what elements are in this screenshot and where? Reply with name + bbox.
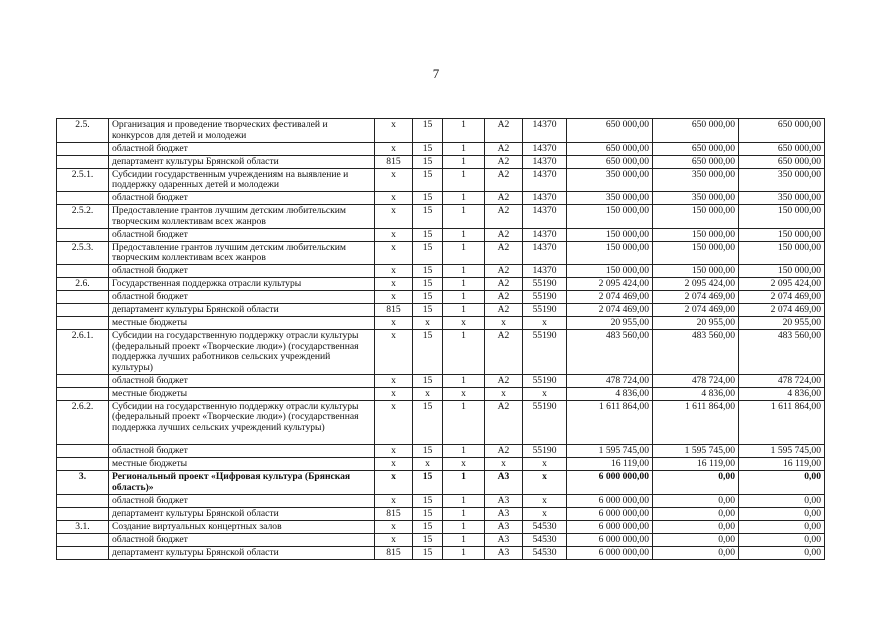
code-project: x [485, 458, 523, 471]
amount-year-3: 150 000,00 [739, 265, 825, 278]
amount-year-1: 150 000,00 [567, 265, 653, 278]
code-admin: x [375, 205, 413, 229]
row-number [57, 265, 109, 278]
amount-year-1: 2 074 469,00 [567, 304, 653, 317]
amount-year-1: 16 119,00 [567, 458, 653, 471]
row-number [57, 374, 109, 387]
row-name: местные бюджеты [109, 387, 375, 400]
code-direction: 55190 [523, 278, 567, 291]
page-number: 7 [432, 66, 440, 81]
amount-year-3: 350 000,00 [739, 192, 825, 205]
code-direction: 14370 [523, 265, 567, 278]
row-number [57, 507, 109, 520]
row-name: Создание виртуальных концертных залов [109, 520, 375, 533]
amount-year-1: 350 000,00 [567, 168, 653, 192]
code-project: А2 [485, 400, 523, 445]
table-row [57, 458, 825, 471]
code-direction: x [523, 507, 567, 520]
amount-year-3: 483 560,00 [739, 330, 825, 375]
code-subprogram: 1 [443, 507, 485, 520]
amount-year-3: 150 000,00 [739, 241, 825, 265]
code-admin: x [375, 458, 413, 471]
code-admin: x [375, 533, 413, 546]
code-program: 15 [413, 471, 443, 495]
row-number: 3.1. [57, 520, 109, 533]
code-project: А2 [485, 278, 523, 291]
amount-year-1: 650 000,00 [567, 155, 653, 168]
table-row [57, 168, 825, 192]
code-subprogram: 1 [443, 192, 485, 205]
code-admin: x [375, 119, 413, 143]
code-subprogram: 1 [443, 265, 485, 278]
code-direction: x [523, 494, 567, 507]
amount-year-3: 2 074 469,00 [739, 304, 825, 317]
code-direction: 54530 [523, 546, 567, 559]
code-subprogram: 1 [443, 241, 485, 265]
amount-year-2: 20 955,00 [653, 317, 739, 330]
row-number [57, 458, 109, 471]
code-subprogram: 1 [443, 494, 485, 507]
amount-year-2: 2 074 469,00 [653, 304, 739, 317]
code-direction: x [523, 458, 567, 471]
amount-year-2: 650 000,00 [653, 155, 739, 168]
code-subprogram: 1 [443, 330, 485, 375]
code-program: 15 [413, 155, 443, 168]
code-subprogram: 1 [443, 520, 485, 533]
row-name: областной бюджет [109, 142, 375, 155]
code-project: А3 [485, 533, 523, 546]
amount-year-1: 350 000,00 [567, 192, 653, 205]
code-admin: 815 [375, 155, 413, 168]
code-project: А2 [485, 168, 523, 192]
row-number: 2.5.1. [57, 168, 109, 192]
amount-year-1: 478 724,00 [567, 374, 653, 387]
table-row [57, 330, 825, 375]
amount-year-3: 150 000,00 [739, 205, 825, 229]
code-direction: 14370 [523, 228, 567, 241]
amount-year-3: 150 000,00 [739, 228, 825, 241]
row-name: департамент культуры Брянской области [109, 155, 375, 168]
table-row [57, 400, 825, 445]
code-project: x [485, 317, 523, 330]
amount-year-1: 150 000,00 [567, 228, 653, 241]
amount-year-1: 1 595 745,00 [567, 445, 653, 458]
code-admin: x [375, 471, 413, 495]
table-row [57, 155, 825, 168]
row-number [57, 445, 109, 458]
code-subprogram: 1 [443, 400, 485, 445]
code-admin: x [375, 317, 413, 330]
row-number: 3. [57, 471, 109, 495]
code-direction: 55190 [523, 400, 567, 445]
row-number [57, 533, 109, 546]
table-row [57, 278, 825, 291]
code-project: А2 [485, 374, 523, 387]
code-project: А2 [485, 205, 523, 229]
row-number [57, 192, 109, 205]
code-program: 15 [413, 546, 443, 559]
table-row [57, 317, 825, 330]
code-project: А2 [485, 142, 523, 155]
code-project: А3 [485, 507, 523, 520]
code-direction: 14370 [523, 241, 567, 265]
table-row [57, 119, 825, 143]
row-number [57, 494, 109, 507]
code-program: 15 [413, 228, 443, 241]
code-direction: 54530 [523, 520, 567, 533]
code-project: А3 [485, 546, 523, 559]
amount-year-3: 478 724,00 [739, 374, 825, 387]
code-program: 15 [413, 507, 443, 520]
code-subprogram: x [443, 387, 485, 400]
code-direction: 14370 [523, 119, 567, 143]
amount-year-2: 16 119,00 [653, 458, 739, 471]
amount-year-3: 2 095 424,00 [739, 278, 825, 291]
amount-year-3: 20 955,00 [739, 317, 825, 330]
code-admin: x [375, 387, 413, 400]
row-name: местные бюджеты [109, 317, 375, 330]
row-name: Предоставление грантов лучшим детским любительским творческим коллективам всех жанров [109, 205, 375, 229]
code-direction: x [523, 387, 567, 400]
code-direction: 14370 [523, 205, 567, 229]
code-program: 15 [413, 304, 443, 317]
row-name: областной бюджет [109, 265, 375, 278]
amount-year-2: 150 000,00 [653, 228, 739, 241]
code-project: А2 [485, 155, 523, 168]
amount-year-2: 650 000,00 [653, 142, 739, 155]
table-row [57, 241, 825, 265]
row-name: департамент культуры Брянской области [109, 507, 375, 520]
amount-year-2: 4 836,00 [653, 387, 739, 400]
code-subprogram: 1 [443, 278, 485, 291]
row-number [57, 155, 109, 168]
amount-year-3: 350 000,00 [739, 168, 825, 192]
code-program: 15 [413, 400, 443, 445]
code-subprogram: 1 [443, 228, 485, 241]
code-project: А2 [485, 119, 523, 143]
code-subprogram: 1 [443, 155, 485, 168]
table-row [57, 374, 825, 387]
code-program: 15 [413, 520, 443, 533]
amount-year-1: 650 000,00 [567, 142, 653, 155]
code-admin: 815 [375, 304, 413, 317]
code-project: А2 [485, 265, 523, 278]
row-name: местные бюджеты [109, 458, 375, 471]
code-subprogram: 1 [443, 119, 485, 143]
code-program: 15 [413, 205, 443, 229]
amount-year-3: 1 611 864,00 [739, 400, 825, 445]
code-project: А2 [485, 330, 523, 375]
row-number [57, 291, 109, 304]
code-admin: x [375, 291, 413, 304]
code-program: 15 [413, 278, 443, 291]
row-name: областной бюджет [109, 445, 375, 458]
code-program: 15 [413, 330, 443, 375]
code-direction: 55190 [523, 291, 567, 304]
table-row [57, 533, 825, 546]
code-subprogram: 1 [443, 142, 485, 155]
row-number [57, 387, 109, 400]
table-row [57, 192, 825, 205]
code-subprogram: 1 [443, 304, 485, 317]
row-name: областной бюджет [109, 192, 375, 205]
code-program: x [413, 387, 443, 400]
table-row [57, 304, 825, 317]
code-direction: 55190 [523, 374, 567, 387]
table-row [57, 445, 825, 458]
code-program: x [413, 458, 443, 471]
amount-year-2: 350 000,00 [653, 192, 739, 205]
amount-year-1: 150 000,00 [567, 205, 653, 229]
row-name: Региональный проект «Цифровая культура (Брянская область)» [109, 471, 375, 495]
row-number [57, 546, 109, 559]
amount-year-2: 150 000,00 [653, 265, 739, 278]
row-name: областной бюджет [109, 374, 375, 387]
amount-year-1: 6 000 000,00 [567, 520, 653, 533]
code-project: А2 [485, 304, 523, 317]
amount-year-3: 0,00 [739, 494, 825, 507]
code-direction: 55190 [523, 445, 567, 458]
amount-year-3: 650 000,00 [739, 142, 825, 155]
row-number: 2.5. [57, 119, 109, 143]
row-name: Субсидии на государственную поддержку отрасли культуры (федеральный проект «Творческие люди») (государственная поддержка лучших сельских учреждений культуры) [109, 400, 375, 445]
table-row [57, 520, 825, 533]
amount-year-2: 0,00 [653, 520, 739, 533]
row-name: департамент культуры Брянской области [109, 546, 375, 559]
row-name: Субсидии на государственную поддержку отрасли культуры (федеральный проект «Творческие люди») (государственная поддержка лучших работников сельских учреждений культуры) [109, 330, 375, 375]
code-subprogram: 1 [443, 546, 485, 559]
table-row [57, 291, 825, 304]
code-project: А3 [485, 520, 523, 533]
row-number: 2.5.3. [57, 241, 109, 265]
amount-year-2: 350 000,00 [653, 168, 739, 192]
code-project: А2 [485, 291, 523, 304]
code-program: 15 [413, 445, 443, 458]
amount-year-1: 4 836,00 [567, 387, 653, 400]
budget-table [56, 118, 825, 560]
code-program: 15 [413, 168, 443, 192]
code-project: А2 [485, 228, 523, 241]
code-admin: x [375, 142, 413, 155]
amount-year-3: 0,00 [739, 533, 825, 546]
amount-year-2: 2 095 424,00 [653, 278, 739, 291]
row-name: Субсидии государственным учреждениям на выявление и поддержку одаренных детей и молодежи [109, 168, 375, 192]
amount-year-2: 0,00 [653, 533, 739, 546]
amount-year-1: 20 955,00 [567, 317, 653, 330]
amount-year-1: 6 000 000,00 [567, 533, 653, 546]
code-direction: 55190 [523, 330, 567, 375]
amount-year-2: 483 560,00 [653, 330, 739, 375]
amount-year-3: 650 000,00 [739, 155, 825, 168]
table-row [57, 142, 825, 155]
code-direction: 14370 [523, 192, 567, 205]
code-program: 15 [413, 265, 443, 278]
amount-year-1: 2 074 469,00 [567, 291, 653, 304]
row-number: 2.6. [57, 278, 109, 291]
code-direction: 14370 [523, 155, 567, 168]
code-admin: x [375, 241, 413, 265]
row-name: областной бюджет [109, 533, 375, 546]
code-admin: x [375, 168, 413, 192]
code-direction: 54530 [523, 533, 567, 546]
code-program: 15 [413, 192, 443, 205]
code-project: А2 [485, 192, 523, 205]
amount-year-2: 0,00 [653, 494, 739, 507]
amount-year-3: 650 000,00 [739, 119, 825, 143]
row-number: 2.6.1. [57, 330, 109, 375]
amount-year-3: 2 074 469,00 [739, 291, 825, 304]
code-program: 15 [413, 291, 443, 304]
row-number [57, 228, 109, 241]
table-row [57, 546, 825, 559]
code-subprogram: 1 [443, 445, 485, 458]
code-program: 15 [413, 374, 443, 387]
table-row [57, 387, 825, 400]
amount-year-2: 478 724,00 [653, 374, 739, 387]
amount-year-1: 1 611 864,00 [567, 400, 653, 445]
code-subprogram: x [443, 458, 485, 471]
code-program: 15 [413, 119, 443, 143]
code-admin: x [375, 278, 413, 291]
amount-year-2: 1 611 864,00 [653, 400, 739, 445]
code-subprogram: 1 [443, 471, 485, 495]
code-admin: x [375, 265, 413, 278]
table-row [57, 494, 825, 507]
amount-year-2: 2 074 469,00 [653, 291, 739, 304]
amount-year-1: 6 000 000,00 [567, 546, 653, 559]
code-project: x [485, 387, 523, 400]
row-number: 2.5.2. [57, 205, 109, 229]
amount-year-2: 150 000,00 [653, 205, 739, 229]
amount-year-2: 0,00 [653, 471, 739, 495]
table-body [57, 119, 825, 560]
code-program: x [413, 317, 443, 330]
amount-year-3: 1 595 745,00 [739, 445, 825, 458]
amount-year-1: 6 000 000,00 [567, 494, 653, 507]
code-admin: x [375, 330, 413, 375]
amount-year-2: 0,00 [653, 546, 739, 559]
amount-year-3: 0,00 [739, 520, 825, 533]
row-name: Организация и проведение творческих фестивалей и конкурсов для детей и молодежи [109, 119, 375, 143]
code-direction: x [523, 317, 567, 330]
amount-year-2: 1 595 745,00 [653, 445, 739, 458]
code-subprogram: x [443, 317, 485, 330]
code-project: А3 [485, 471, 523, 495]
amount-year-3: 0,00 [739, 507, 825, 520]
code-admin: 815 [375, 507, 413, 520]
table-row [57, 228, 825, 241]
amount-year-1: 6 000 000,00 [567, 471, 653, 495]
row-number [57, 304, 109, 317]
amount-year-2: 0,00 [653, 507, 739, 520]
code-admin: x [375, 520, 413, 533]
code-program: 15 [413, 533, 443, 546]
code-project: А2 [485, 241, 523, 265]
code-program: 15 [413, 494, 443, 507]
amount-year-2: 150 000,00 [653, 241, 739, 265]
code-direction: x [523, 471, 567, 495]
code-admin: 815 [375, 546, 413, 559]
row-name: областной бюджет [109, 494, 375, 507]
code-subprogram: 1 [443, 168, 485, 192]
amount-year-1: 483 560,00 [567, 330, 653, 375]
code-program: 15 [413, 241, 443, 265]
amount-year-1: 2 095 424,00 [567, 278, 653, 291]
code-admin: x [375, 374, 413, 387]
amount-year-1: 650 000,00 [567, 119, 653, 143]
amount-year-3: 16 119,00 [739, 458, 825, 471]
code-admin: x [375, 445, 413, 458]
code-direction: 14370 [523, 168, 567, 192]
row-name: областной бюджет [109, 228, 375, 241]
row-name: Государственная поддержка отрасли культуры [109, 278, 375, 291]
row-name: Предоставление грантов лучшим детским любительским творческим коллективам всех жанров [109, 241, 375, 265]
row-number [57, 317, 109, 330]
code-admin: x [375, 494, 413, 507]
amount-year-3: 4 836,00 [739, 387, 825, 400]
code-program: 15 [413, 142, 443, 155]
row-number: 2.6.2. [57, 400, 109, 445]
code-project: А2 [485, 445, 523, 458]
row-number [57, 142, 109, 155]
code-admin: x [375, 192, 413, 205]
code-subprogram: 1 [443, 533, 485, 546]
amount-year-3: 0,00 [739, 471, 825, 495]
code-subprogram: 1 [443, 291, 485, 304]
row-name: областной бюджет [109, 291, 375, 304]
code-admin: x [375, 400, 413, 445]
table-row [57, 265, 825, 278]
amount-year-1: 150 000,00 [567, 241, 653, 265]
amount-year-3: 0,00 [739, 546, 825, 559]
table-row [57, 205, 825, 229]
table-row [57, 507, 825, 520]
code-subprogram: 1 [443, 374, 485, 387]
code-direction: 14370 [523, 142, 567, 155]
row-name: департамент культуры Брянской области [109, 304, 375, 317]
table-row [57, 471, 825, 495]
code-subprogram: 1 [443, 205, 485, 229]
amount-year-2: 650 000,00 [653, 119, 739, 143]
code-admin: x [375, 228, 413, 241]
amount-year-1: 6 000 000,00 [567, 507, 653, 520]
code-project: А3 [485, 494, 523, 507]
code-direction: 55190 [523, 304, 567, 317]
